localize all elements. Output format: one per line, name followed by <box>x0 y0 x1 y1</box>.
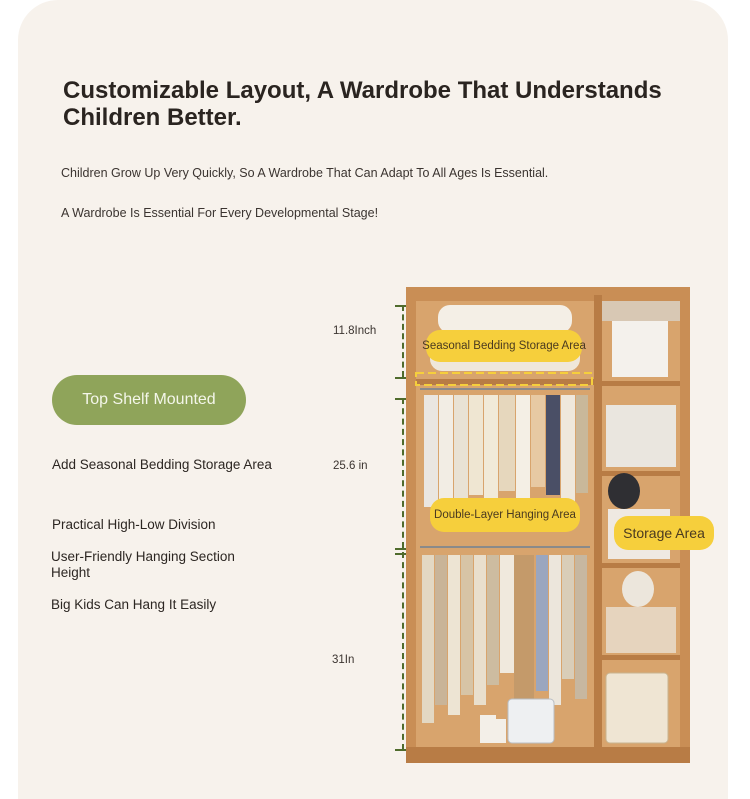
dimension-line-bottom <box>402 552 404 750</box>
right-shelf-1 <box>602 381 680 386</box>
woven-basket <box>606 673 668 743</box>
dimension-line-middle <box>402 398 404 548</box>
tag-double-layer-hanging: Double-Layer Hanging Area <box>430 498 580 532</box>
measurement-lower-hanging: 31In <box>332 654 355 666</box>
right-shelf-3 <box>602 563 680 568</box>
center-divider <box>594 295 602 751</box>
feature-bedding-storage: Add Seasonal Bedding Storage Area <box>52 457 272 472</box>
upper-clothes <box>424 395 588 507</box>
folded-bedding <box>438 305 572 333</box>
folded-clothes-stack <box>606 607 676 653</box>
right-shelf-4 <box>602 655 680 660</box>
tag-storage-area: Storage Area <box>614 516 714 550</box>
feature-hanging-height: User-Friendly Hanging Section Height <box>51 549 235 580</box>
measurement-upper-hanging: 25.6 in <box>333 460 368 472</box>
description-line-2: A Wardrobe Is Essential For Every Developmental Stage! <box>61 206 379 220</box>
right-shelf-2 <box>602 471 680 476</box>
description-line-1: Children Grow Up Very Quickly, So A Wardrobe That Can Adapt To All Ages Is Essential. <box>61 166 549 180</box>
teddy-toy <box>622 571 654 607</box>
top-shelf-mounted-badge: Top Shelf Mounted <box>52 375 246 425</box>
panda-toy <box>608 473 640 509</box>
feature-high-low-division: Practical High-Low Division <box>52 517 216 532</box>
wardrobe-base <box>406 747 690 763</box>
dimension-line-top <box>402 305 404 377</box>
small-box <box>480 715 496 743</box>
page-title: Customizable Layout, A Wardrobe That Understands Children Better. <box>63 77 662 131</box>
small-box <box>494 719 506 743</box>
tag-seasonal-bedding: Seasonal Bedding Storage Area <box>426 330 582 362</box>
storage-box <box>508 699 554 743</box>
measurement-top-shelf: 11.8Inch <box>333 325 377 337</box>
feature-big-kids: Big Kids Can Hang It Easily <box>51 597 217 612</box>
folded-clothes-stack <box>606 405 676 467</box>
plush-toys <box>602 301 680 321</box>
storage-bin <box>612 319 668 377</box>
